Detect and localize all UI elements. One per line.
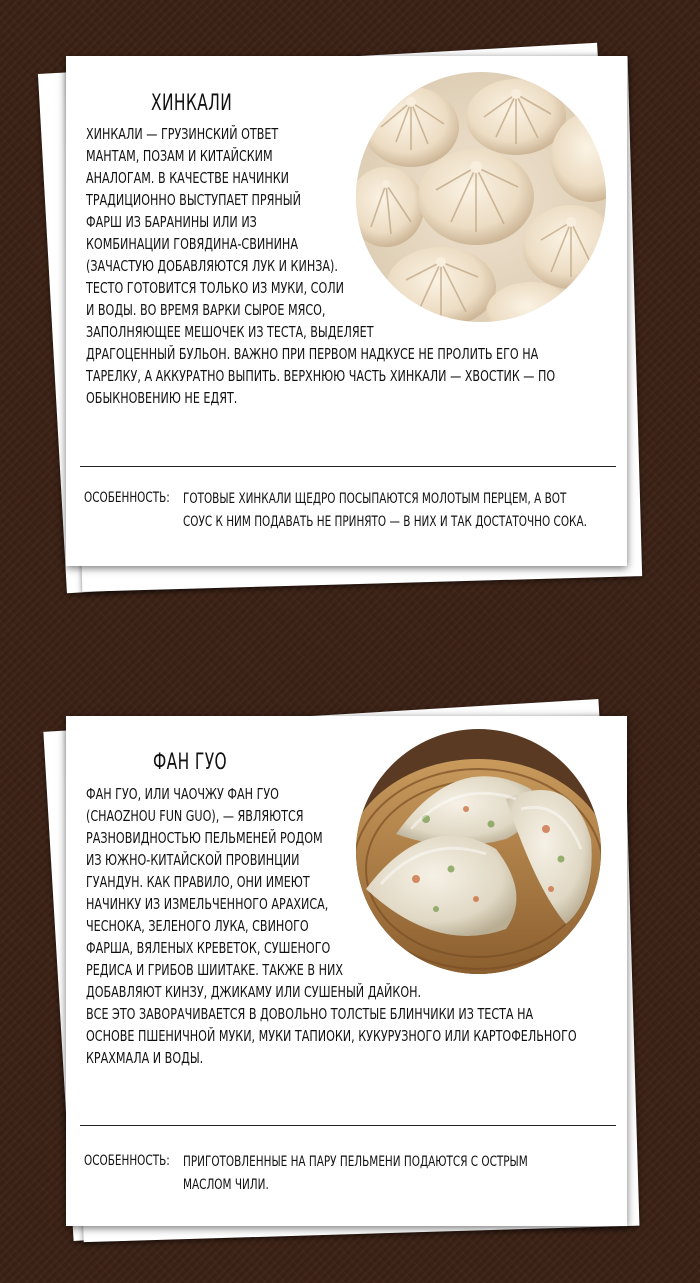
recipe-card-khinkali — [0, 0, 700, 640]
body-line: ГУАНДУН. КАК ПРАВИЛО, ОНИ ИМЕЮТ — [86, 873, 310, 891]
body-line: (ЗАЧАСТУЮ ДОБАВЛЯЮТСЯ ЛУК И КИНЗА). — [86, 257, 338, 275]
body-line: ТРАДИЦИОННО ВЫСТУПАЕТ ПРЯНЫЙ — [86, 191, 301, 209]
body-line: ЧЕСНОКА, ЗЕЛЕНОГО ЛУКА, СВИНОГО — [86, 917, 309, 935]
body-line: ФАН ГУО, ИЛИ ЧАОЧЖУ ФАН ГУО — [86, 785, 279, 803]
card-title: ХИНКАЛИ — [151, 91, 233, 116]
body-line: РАЗНОВИДНОСТЬЮ ПЕЛЬМЕНЕЙ РОДОМ — [86, 829, 323, 847]
body-line: ФАРШ ИЗ БАРАНИНЫ ИЛИ ИЗ — [86, 213, 257, 231]
body-line: (CHAOZHOU FUN GUO), — ЯВЛЯЮТСЯ — [86, 807, 304, 825]
card-front — [66, 716, 627, 1226]
body-line: КРАХМАЛА И ВОДЫ. — [86, 1049, 204, 1067]
body-line: НАЧИНКУ ИЗ ИЗМЕЛЬЧЕННОГО АРАХИСА, — [86, 895, 329, 913]
fun-guo-dumplings-photo-icon — [356, 729, 601, 974]
body-line: ТЕСТО ГОТОВИТСЯ ТОЛЬКО ИЗ МУКИ, СОЛИ — [86, 279, 344, 297]
body-line: АНАЛОГАМ. В КАЧЕСТВЕ НАЧИНКИ — [86, 169, 290, 187]
section-divider — [80, 466, 616, 467]
body-line: ОБЫКНОВЕНИЮ НЕ ЕДЯТ. — [86, 389, 238, 407]
body-line: ХИНКАЛИ — ГРУЗИНСКИЙ ОТВЕТ — [86, 125, 279, 143]
khinkali-dumplings-photo-icon — [356, 72, 606, 322]
card-title: ФАН ГУО — [153, 750, 228, 775]
body-line: ТАРЕЛКУ, А АККУРАТНО ВЫПИТЬ. ВЕРХНЮЮ ЧАСТЬ ХИНКАЛИ — ХВОСТИК — ПО — [86, 367, 556, 385]
feature-label: ОСОБЕННОСТЬ: — [84, 1153, 170, 1169]
feature-line: ПРИГОТОВЛЕННЫЕ НА ПАРУ ПЕЛЬМЕНИ ПОДАЮТСЯ С ОСТРЫМ — [183, 1154, 528, 1170]
body-line: ФАРША, ВЯЛЕНЫХ КРЕВЕТОК, СУШЕНОГО — [86, 939, 331, 957]
body-line: ВСЕ ЭТО ЗАВОРАЧИВАЕТСЯ В ДОВОЛЬНО ТОЛСТЫЕ БЛИНЧИКИ ИЗ ТЕСТА НА — [86, 1005, 534, 1023]
feature-line: МАСЛОМ ЧИЛИ. — [183, 1177, 269, 1193]
body-line: ДРАГОЦЕННЫЙ БУЛЬОН. ВАЖНО ПРИ ПЕРВОМ НАДКУСЕ НЕ ПРОЛИТЬ ЕГО НА — [86, 345, 539, 363]
recipe-card-fun-guo — [0, 660, 700, 1283]
card-front — [66, 56, 627, 566]
body-line: ДОБАВЛЯЮТ КИНЗУ, ДЖИКАМУ ИЛИ СУШЕНЫЙ ДАЙКОН. — [86, 983, 422, 1001]
body-line: ЗАПОЛНЯЮЩЕЕ МЕШОЧЕК ИЗ ТЕСТА, ВЫДЕЛЯЕТ — [86, 323, 374, 341]
body-line: ОСНОВЕ ПШЕНИЧНОЙ МУКИ, МУКИ ТАПИОКИ, КУКУРУЗНОГО ИЛИ КАРТОФЕЛЬНОГО — [86, 1027, 577, 1045]
body-line: ИЗ ЮЖНО-КИТАЙСКОЙ ПРОВИНЦИИ — [86, 851, 300, 869]
feature-label: ОСОБЕННОСТЬ: — [84, 490, 170, 506]
feature-line: ГОТОВЫЕ ХИНКАЛИ ЩЕДРО ПОСЫПАЮТСЯ МОЛОТЫМ ПЕРЦЕМ, А ВОТ — [183, 491, 567, 507]
body-line: И ВОДЫ. ВО ВРЕМЯ ВАРКИ СЫРОЕ МЯСО, — [86, 301, 326, 319]
section-divider — [80, 1125, 616, 1126]
body-line: МАНТАМ, ПОЗАМ И КИТАЙСКИМ — [86, 147, 273, 165]
body-line: КОМБИНАЦИИ ГОВЯДИНА-СВИНИНА — [86, 235, 298, 253]
feature-line: СОУС К НИМ ПОДАВАТЬ НЕ ПРИНЯТО — В НИХ И ТАК ДОСТАТОЧНО СОКА. — [183, 514, 587, 530]
body-line: РЕДИСА И ГРИБОВ ШИИТАКЕ. ТАКЖЕ В НИХ — [86, 961, 343, 979]
